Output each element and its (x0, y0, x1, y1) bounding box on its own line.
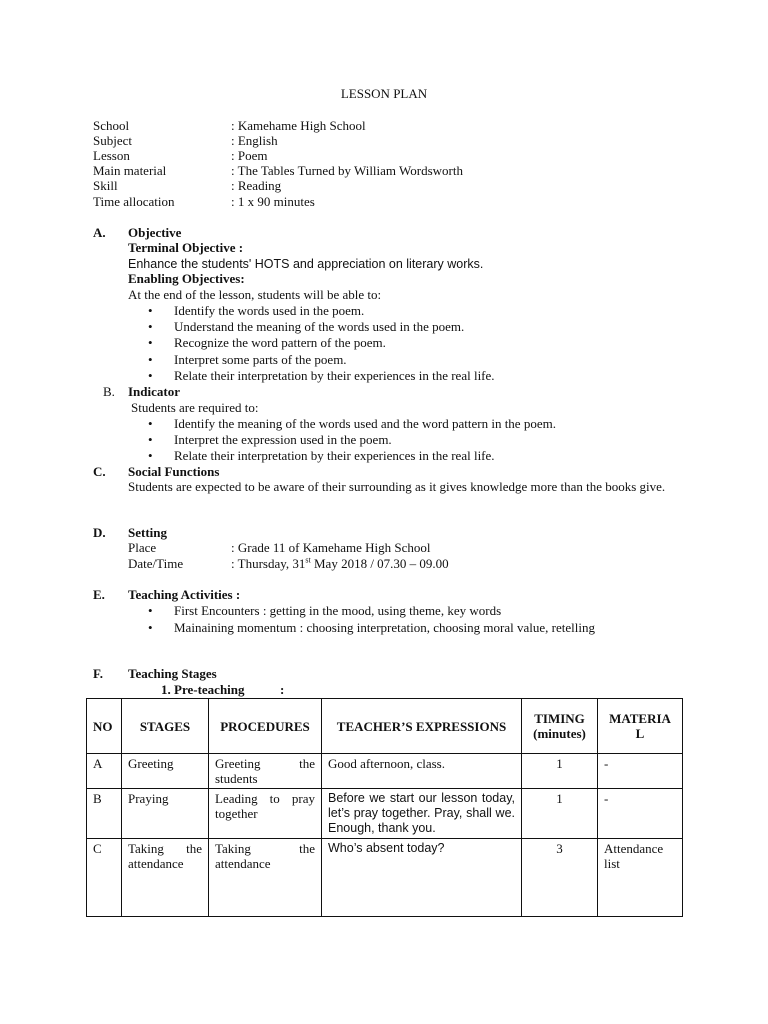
table-row (87, 754, 683, 789)
list-item: Identify the meaning of the words used and the word pattern in the poem. (174, 416, 556, 431)
cell-timing: 1 (522, 789, 598, 839)
cell-procedure: Taking the attendance (209, 839, 322, 917)
info-label-lesson: Lesson (93, 148, 130, 163)
info-label-skill: Skill (93, 178, 118, 193)
enabling-objectives-intro: At the end of the lesson, students will be able to: (128, 287, 382, 302)
social-functions-text: Students are expected to be aware of their surrounding as it gives knowledge more than the books give. (128, 479, 666, 494)
info-value-main-material: : The Tables Turned by William Wordsworth (231, 163, 464, 178)
header-stages: STAGES (122, 699, 209, 754)
pre-teaching-colon: : (280, 682, 285, 697)
bullet-icon: • (148, 620, 153, 635)
info-value-subject: : English (231, 133, 278, 148)
info-label-main-material: Main material (93, 163, 167, 178)
setting-date-value: : Thursday, 31st May 2018 / 07.30 – 09.00 (231, 555, 449, 571)
cell-material: - (598, 789, 683, 839)
list-item: Identify the words used in the poem. (174, 303, 365, 318)
cell-no: B (87, 789, 122, 839)
terminal-objective-title: Terminal Objective : (128, 240, 244, 255)
bullet-icon: • (148, 319, 153, 334)
info-value-time-allocation: : 1 x 90 minutes (231, 194, 315, 209)
bullet-icon: • (148, 352, 153, 367)
list-item: Mainaining momentum : choosing interpretation, choosing moral value, retelling (174, 620, 595, 635)
section-d-title: Setting (128, 525, 167, 540)
info-value-school: : Kamehame High School (231, 118, 366, 133)
list-item: Relate their interpretation by their experiences in the real life. (174, 368, 495, 383)
section-a-title: Objective (128, 225, 182, 240)
cell-material: - (598, 754, 683, 789)
section-c-title: Social Functions (128, 464, 220, 479)
info-label-time-allocation: Time allocation (93, 194, 175, 209)
list-item: Interpret some parts of the poem. (174, 352, 347, 367)
setting-date-label: Date/Time (128, 556, 184, 571)
indicator-intro: Students are required to: (131, 400, 259, 415)
cell-no: C (87, 839, 122, 917)
bullet-icon: • (148, 432, 153, 447)
table-row (87, 789, 683, 839)
cell-timing: 1 (522, 754, 598, 789)
section-f-letter: F. (93, 666, 103, 681)
table-row (87, 839, 683, 917)
bullet-icon: • (148, 603, 153, 618)
list-item: Understand the meaning of the words used in the poem. (174, 319, 465, 334)
cell-procedure: Greeting the students (209, 754, 322, 789)
section-c-letter: C. (93, 464, 106, 479)
section-e-letter: E. (93, 587, 105, 602)
section-a-letter: A. (93, 225, 106, 240)
bullet-icon: • (148, 368, 153, 383)
teaching-stages-table (86, 698, 683, 917)
section-b-title: Indicator (128, 384, 180, 399)
section-f-title: Teaching Stages (128, 666, 217, 681)
cell-no: A (87, 754, 122, 789)
list-item: Interpret the expression used in the poem. (174, 432, 392, 447)
terminal-objective-text: Enhance the students' HOTS and appreciation on literary works. (128, 257, 484, 271)
cell-expression: Good afternoon, class. (322, 754, 522, 789)
setting-place-value: : Grade 11 of Kamehame High School (231, 540, 431, 555)
cell-stage: Taking the attendance (122, 839, 209, 917)
info-label-school: School (93, 118, 130, 133)
cell-timing: 3 (522, 839, 598, 917)
bullet-icon: • (148, 335, 153, 350)
section-e-title: Teaching Activities : (128, 587, 241, 602)
cell-stage: Greeting (122, 754, 209, 789)
cell-expression: Before we start our lesson today, let’s pray together. Pray, shall we. Enough, thank you. (322, 789, 522, 839)
header-timing: TIMING (minutes) (522, 699, 598, 754)
list-item: Relate their interpretation by their experiences in the real life. (174, 448, 495, 463)
header-procedures: PROCEDURES (209, 699, 322, 754)
cell-material: Attendance list (598, 839, 683, 917)
header-material: MATERIA L (598, 699, 683, 754)
enabling-objectives-title: Enabling Objectives: (128, 271, 245, 286)
page-title: LESSON PLAN (340, 86, 428, 101)
cell-stage: Praying (122, 789, 209, 839)
section-b-letter: B. (103, 384, 115, 399)
info-label-subject: Subject (93, 133, 132, 148)
table-header-row (87, 699, 683, 754)
bullet-icon: • (148, 448, 153, 463)
list-item: Recognize the word pattern of the poem. (174, 335, 386, 350)
list-item: First Encounters : getting in the mood, using theme, key words (174, 603, 502, 618)
info-value-skill: : Reading (231, 178, 282, 193)
header-expressions: TEACHER’S EXPRESSIONS (322, 699, 522, 754)
section-d-letter: D. (93, 525, 106, 540)
info-value-lesson: : Poem (231, 148, 268, 163)
pre-teaching-label: 1. Pre-teaching (161, 682, 245, 697)
header-no: NO (87, 699, 122, 754)
cell-expression: Who’s absent today? (322, 839, 522, 917)
bullet-icon: • (148, 303, 153, 318)
cell-procedure: Leading to pray together (209, 789, 322, 839)
bullet-icon: • (148, 416, 153, 431)
setting-place-label: Place (128, 540, 157, 555)
